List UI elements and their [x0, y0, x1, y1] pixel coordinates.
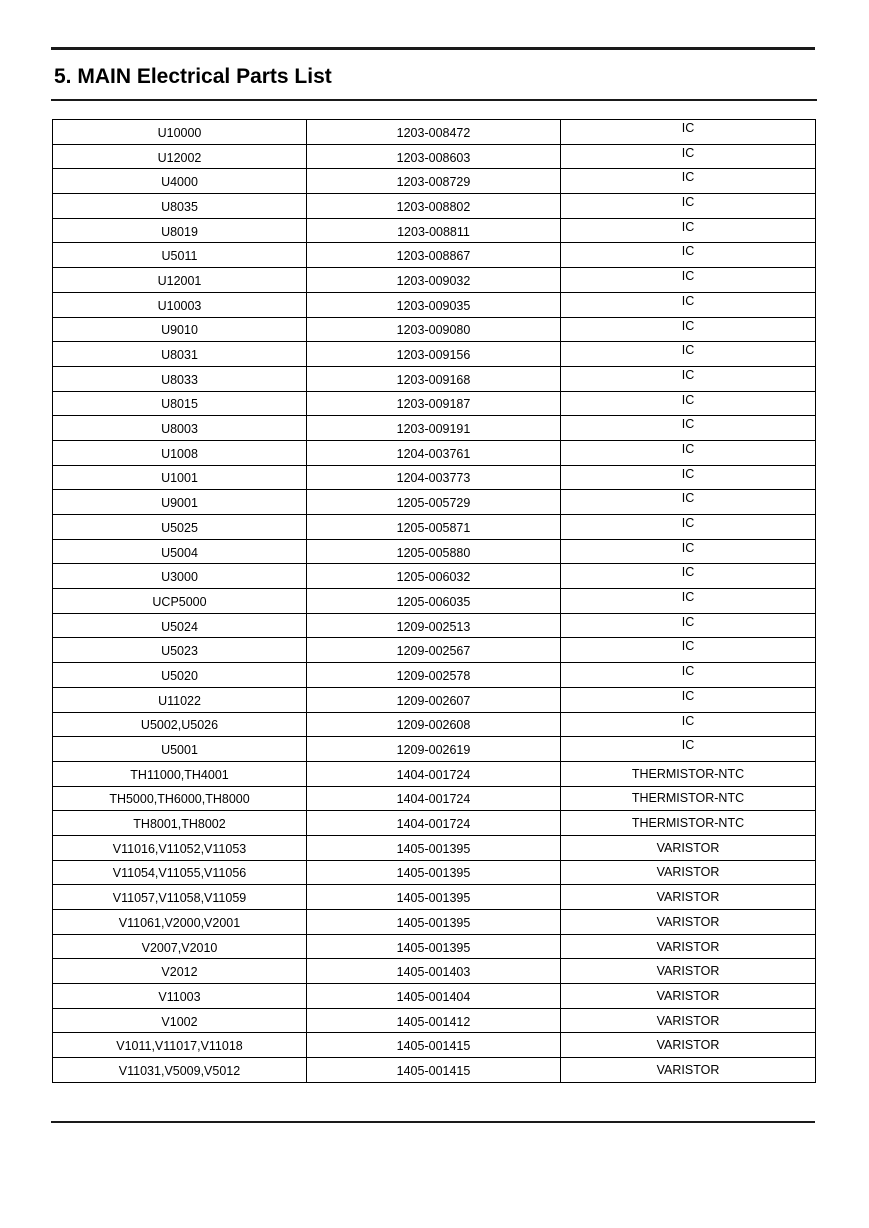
part-code-cell-text: 1405-001404 [396, 989, 471, 1004]
description-cell [561, 663, 816, 688]
part-code-cell [307, 440, 561, 465]
table-row [53, 663, 816, 688]
location-cell-text: U10000 [157, 125, 202, 140]
part-code-cell [307, 144, 561, 169]
description-cell [561, 613, 816, 638]
part-code-cell-text: 1405-001395 [396, 841, 471, 856]
location-cell-text: V11054,V11055,V11056 [112, 866, 247, 881]
part-code-cell-text: 1209-002578 [396, 668, 471, 683]
part-code-cell-text: 1405-001395 [396, 866, 471, 881]
part-code-cell-text: 1405-001415 [396, 1039, 471, 1054]
location-cell [53, 515, 307, 540]
location-cell-text: U11022 [158, 693, 201, 708]
location-cell-text: U1001 [161, 471, 198, 486]
description-cell-text: VARISTOR [656, 1062, 720, 1077]
part-code-cell [307, 712, 561, 737]
location-cell [53, 342, 307, 367]
description-cell-text: VARISTOR [656, 865, 720, 880]
location-cell [53, 1058, 307, 1083]
location-cell-text: U5001 [161, 743, 198, 758]
part-code-cell [307, 934, 561, 959]
part-code-cell [307, 366, 561, 391]
part-code-cell-text: 1404-001724 [396, 767, 471, 782]
table-row [53, 169, 816, 194]
location-cell-text: V1002 [161, 1014, 198, 1029]
part-code-cell-text: 1405-001412 [396, 1014, 471, 1029]
table-row [53, 292, 816, 317]
part-code-cell [307, 638, 561, 663]
part-code-cell [307, 243, 561, 268]
description-cell-text: IC [681, 367, 695, 382]
description-cell [561, 490, 816, 515]
description-cell [561, 786, 816, 811]
location-cell-text: U8035 [161, 199, 198, 214]
table-row [53, 416, 816, 441]
location-cell-text: V11016,V11052,V11053 [112, 841, 247, 856]
location-cell [53, 268, 307, 293]
location-cell [53, 465, 307, 490]
table-row [53, 144, 816, 169]
part-code-cell-text: 1205-005729 [396, 496, 471, 511]
description-cell-text: IC [681, 491, 695, 506]
part-code-cell [307, 1033, 561, 1058]
description-cell [561, 1008, 816, 1033]
location-cell-text: U5020 [161, 668, 198, 683]
description-cell [561, 342, 816, 367]
parts-table-body [53, 120, 816, 1083]
part-code-cell [307, 910, 561, 935]
location-cell [53, 910, 307, 935]
table-row [53, 243, 816, 268]
table-row [53, 811, 816, 836]
part-code-cell [307, 589, 561, 614]
description-cell [561, 366, 816, 391]
description-cell [561, 934, 816, 959]
location-cell [53, 860, 307, 885]
description-cell [561, 638, 816, 663]
location-cell [53, 366, 307, 391]
description-cell-text: IC [681, 664, 695, 679]
location-cell [53, 613, 307, 638]
part-code-cell [307, 737, 561, 762]
table-row [53, 490, 816, 515]
location-cell-text: V11031,V5009,V5012 [118, 1063, 241, 1078]
description-cell [561, 218, 816, 243]
part-code-cell [307, 490, 561, 515]
description-cell [561, 687, 816, 712]
location-cell-text: U4000 [161, 175, 198, 190]
table-row [53, 564, 816, 589]
description-cell-text: THERMISTOR-NTC [631, 816, 745, 831]
location-cell [53, 811, 307, 836]
description-cell-text: IC [681, 590, 695, 605]
location-cell-text: V2012 [161, 965, 198, 980]
description-cell-text: IC [681, 219, 695, 234]
description-cell [561, 440, 816, 465]
location-cell [53, 786, 307, 811]
location-cell [53, 120, 307, 145]
table-row [53, 613, 816, 638]
part-code-cell [307, 564, 561, 589]
table-row [53, 737, 816, 762]
location-cell-text: TH11000,TH4001 [130, 767, 229, 782]
description-cell [561, 984, 816, 1009]
part-code-cell-text: 1203-008867 [396, 249, 471, 264]
part-code-cell [307, 860, 561, 885]
description-cell-text: THERMISTOR-NTC [631, 766, 745, 781]
part-code-cell-text: 1205-006035 [396, 594, 471, 609]
description-cell-text: IC [681, 565, 695, 580]
description-cell [561, 712, 816, 737]
top-rule [51, 47, 815, 50]
part-code-cell [307, 169, 561, 194]
location-cell-text: U5025 [161, 520, 198, 535]
part-code-cell [307, 687, 561, 712]
description-cell-text: IC [681, 688, 695, 703]
description-cell [561, 144, 816, 169]
part-code-cell-text: 1203-008603 [396, 150, 471, 165]
location-cell [53, 218, 307, 243]
table-row [53, 910, 816, 935]
description-cell-text: IC [681, 738, 695, 753]
location-cell [53, 885, 307, 910]
table-row [53, 1058, 816, 1083]
location-cell-text: U5011 [161, 249, 198, 264]
part-code-cell [307, 268, 561, 293]
description-cell-text: VARISTOR [656, 988, 720, 1003]
location-cell-text: U12001 [157, 273, 202, 288]
description-cell-text: VARISTOR [656, 1013, 720, 1028]
table-row [53, 786, 816, 811]
description-cell [561, 835, 816, 860]
description-cell-text: IC [681, 195, 695, 210]
description-cell [561, 292, 816, 317]
part-code-cell [307, 1008, 561, 1033]
part-code-cell-text: 1209-002513 [396, 619, 471, 634]
description-cell-text: IC [681, 318, 695, 333]
location-cell-text: TH5000,TH6000,TH8000 [109, 792, 250, 807]
part-code-cell-text: 1205-005880 [396, 545, 471, 560]
part-code-cell-text: 1405-001415 [396, 1063, 471, 1078]
title-rule [51, 99, 817, 101]
part-code-cell [307, 984, 561, 1009]
description-cell [561, 589, 816, 614]
location-cell [53, 589, 307, 614]
location-cell [53, 144, 307, 169]
table-row [53, 885, 816, 910]
location-cell-text: U10003 [157, 298, 202, 313]
part-code-cell [307, 786, 561, 811]
description-cell-text: IC [681, 293, 695, 308]
part-code-cell-text: 1203-009032 [396, 273, 471, 288]
description-cell-text: IC [681, 540, 695, 555]
location-cell-text: U12002 [157, 150, 202, 165]
location-cell-text: V11003 [158, 989, 201, 1004]
part-code-cell-text: 1405-001395 [396, 891, 471, 906]
description-cell [561, 959, 816, 984]
part-code-cell-text: 1405-001403 [396, 965, 471, 980]
description-cell-text: IC [681, 392, 695, 407]
part-code-cell [307, 539, 561, 564]
description-cell [561, 169, 816, 194]
part-code-cell [307, 194, 561, 219]
table-row [53, 835, 816, 860]
description-cell-text: IC [681, 170, 695, 185]
location-cell-text: U9010 [161, 323, 198, 338]
location-cell [53, 835, 307, 860]
description-cell [561, 539, 816, 564]
part-code-cell-text: 1203-009191 [396, 422, 471, 437]
location-cell-text: U5024 [161, 619, 198, 634]
location-cell [53, 194, 307, 219]
part-code-cell-text: 1203-009080 [396, 323, 471, 338]
location-cell [53, 243, 307, 268]
part-code-cell [307, 465, 561, 490]
description-cell [561, 515, 816, 540]
description-cell-text: IC [681, 417, 695, 432]
location-cell [53, 934, 307, 959]
location-cell-text: U5002,U5026 [140, 718, 219, 733]
table-row [53, 638, 816, 663]
description-cell [561, 268, 816, 293]
table-row [53, 687, 816, 712]
part-code-cell [307, 835, 561, 860]
table-row [53, 465, 816, 490]
part-code-cell-text: 1203-008472 [396, 125, 471, 140]
parts-table [52, 119, 816, 1083]
location-cell-text: U8003 [161, 422, 198, 437]
part-code-cell-text: 1209-002608 [396, 718, 471, 733]
description-cell [561, 737, 816, 762]
description-cell-text: IC [681, 269, 695, 284]
table-row [53, 218, 816, 243]
table-row [53, 712, 816, 737]
location-cell-text: U8015 [161, 397, 198, 412]
table-row [53, 1033, 816, 1058]
table-row [53, 366, 816, 391]
description-cell-text: IC [681, 466, 695, 481]
location-cell [53, 292, 307, 317]
description-cell [561, 564, 816, 589]
table-row [53, 440, 816, 465]
part-code-cell [307, 613, 561, 638]
description-cell-text: IC [681, 516, 695, 530]
table-row [53, 589, 816, 614]
location-cell-text: V1011,V11017,V11018 [116, 1039, 243, 1054]
description-cell-text: THERMISTOR-NTC [631, 791, 745, 806]
part-code-cell-text: 1203-008729 [396, 175, 471, 190]
table-row [53, 194, 816, 219]
part-code-cell [307, 885, 561, 910]
location-cell-text: U5023 [161, 644, 198, 659]
description-cell-text: IC [681, 713, 695, 728]
description-cell [561, 910, 816, 935]
description-cell-text: VARISTOR [656, 890, 720, 905]
part-code-cell-text: 1209-002607 [396, 693, 471, 708]
table-row [53, 539, 816, 564]
part-code-cell-text: 1203-009168 [396, 372, 471, 387]
part-code-cell-text: 1204-003773 [396, 471, 471, 486]
location-cell [53, 1008, 307, 1033]
part-code-cell-text: 1203-009187 [396, 397, 471, 412]
part-code-cell-text: 1203-008811 [397, 224, 470, 239]
part-code-cell-text: 1209-002567 [396, 644, 471, 659]
location-cell-text: U1008 [161, 446, 198, 461]
location-cell-text: TH8001,TH8002 [133, 817, 226, 832]
description-cell [561, 416, 816, 441]
part-code-cell [307, 1058, 561, 1083]
description-cell [561, 120, 816, 145]
description-cell-text: IC [681, 441, 695, 456]
location-cell [53, 490, 307, 515]
location-cell [53, 564, 307, 589]
location-cell [53, 1033, 307, 1058]
part-code-cell-text: 1205-006032 [396, 570, 471, 585]
location-cell [53, 712, 307, 737]
location-cell-text: U8033 [161, 372, 198, 387]
description-cell [561, 811, 816, 836]
location-cell [53, 440, 307, 465]
part-code-cell-text: 1205-005871 [396, 520, 471, 535]
part-code-cell [307, 218, 561, 243]
part-code-cell [307, 342, 561, 367]
part-code-cell [307, 317, 561, 342]
part-code-cell [307, 761, 561, 786]
part-code-cell-text: 1405-001395 [396, 915, 471, 930]
location-cell [53, 416, 307, 441]
description-cell [561, 1058, 816, 1083]
part-code-cell-text: 1204-003761 [396, 446, 471, 461]
part-code-cell-text: 1405-001395 [396, 940, 471, 955]
description-cell [561, 465, 816, 490]
table-row [53, 268, 816, 293]
location-cell [53, 761, 307, 786]
location-cell-text: V2007,V2010 [141, 940, 218, 955]
part-code-cell [307, 416, 561, 441]
description-cell [561, 885, 816, 910]
description-cell [561, 860, 816, 885]
part-code-cell [307, 292, 561, 317]
part-code-cell-text: 1209-002619 [396, 743, 471, 758]
location-cell [53, 391, 307, 416]
location-cell-text: U5004 [161, 545, 198, 560]
location-cell [53, 317, 307, 342]
description-cell [561, 317, 816, 342]
part-code-cell [307, 959, 561, 984]
location-cell-text: U8031 [161, 348, 198, 363]
table-row [53, 342, 816, 367]
location-cell [53, 539, 307, 564]
description-cell-text: IC [681, 121, 695, 135]
table-row [53, 120, 816, 145]
part-code-cell-text: 1404-001724 [396, 817, 471, 832]
location-cell-text: V11057,V11058,V11059 [112, 891, 247, 906]
location-cell [53, 638, 307, 663]
location-cell-text: U8019 [161, 224, 198, 239]
description-cell-text: IC [681, 614, 695, 629]
description-cell-text: VARISTOR [656, 939, 720, 954]
description-cell-text: VARISTOR [656, 914, 720, 929]
bottom-rule [51, 1121, 815, 1123]
location-cell [53, 687, 307, 712]
location-cell-text: V11061,V2000,V2001 [118, 915, 241, 930]
location-cell-text: U3000 [161, 570, 198, 585]
location-cell [53, 959, 307, 984]
table-row [53, 761, 816, 786]
description-cell [561, 194, 816, 219]
table-row [53, 317, 816, 342]
description-cell-text: VARISTOR [656, 840, 720, 855]
table-row [53, 934, 816, 959]
description-cell-text: IC [681, 343, 695, 358]
location-cell [53, 663, 307, 688]
location-cell-text: UCP5000 [152, 594, 207, 609]
description-cell-text: IC [681, 145, 695, 160]
description-cell [561, 761, 816, 786]
location-cell [53, 984, 307, 1009]
description-cell [561, 391, 816, 416]
part-code-cell [307, 120, 561, 145]
part-code-cell [307, 663, 561, 688]
table-row [53, 959, 816, 984]
description-cell-text: IC [681, 244, 695, 259]
location-cell [53, 169, 307, 194]
part-code-cell [307, 391, 561, 416]
description-cell-text: IC [681, 639, 695, 654]
description-cell-text: VARISTOR [656, 1038, 720, 1053]
part-code-cell [307, 515, 561, 540]
description-cell-text: VARISTOR [656, 964, 720, 979]
table-row [53, 391, 816, 416]
location-cell-text: U9001 [161, 496, 198, 511]
description-cell [561, 1033, 816, 1058]
table-row [53, 515, 816, 540]
table-row [53, 1008, 816, 1033]
part-code-cell-text: 1203-009156 [396, 348, 471, 363]
table-row [53, 984, 816, 1009]
part-code-cell-text: 1404-001724 [396, 792, 471, 807]
location-cell [53, 737, 307, 762]
part-code-cell [307, 811, 561, 836]
description-cell [561, 243, 816, 268]
page-title: 5. MAIN Electrical Parts List [54, 65, 332, 88]
part-code-cell-text: 1203-009035 [396, 298, 471, 313]
table-row [53, 860, 816, 885]
part-code-cell-text: 1203-008802 [396, 199, 471, 214]
